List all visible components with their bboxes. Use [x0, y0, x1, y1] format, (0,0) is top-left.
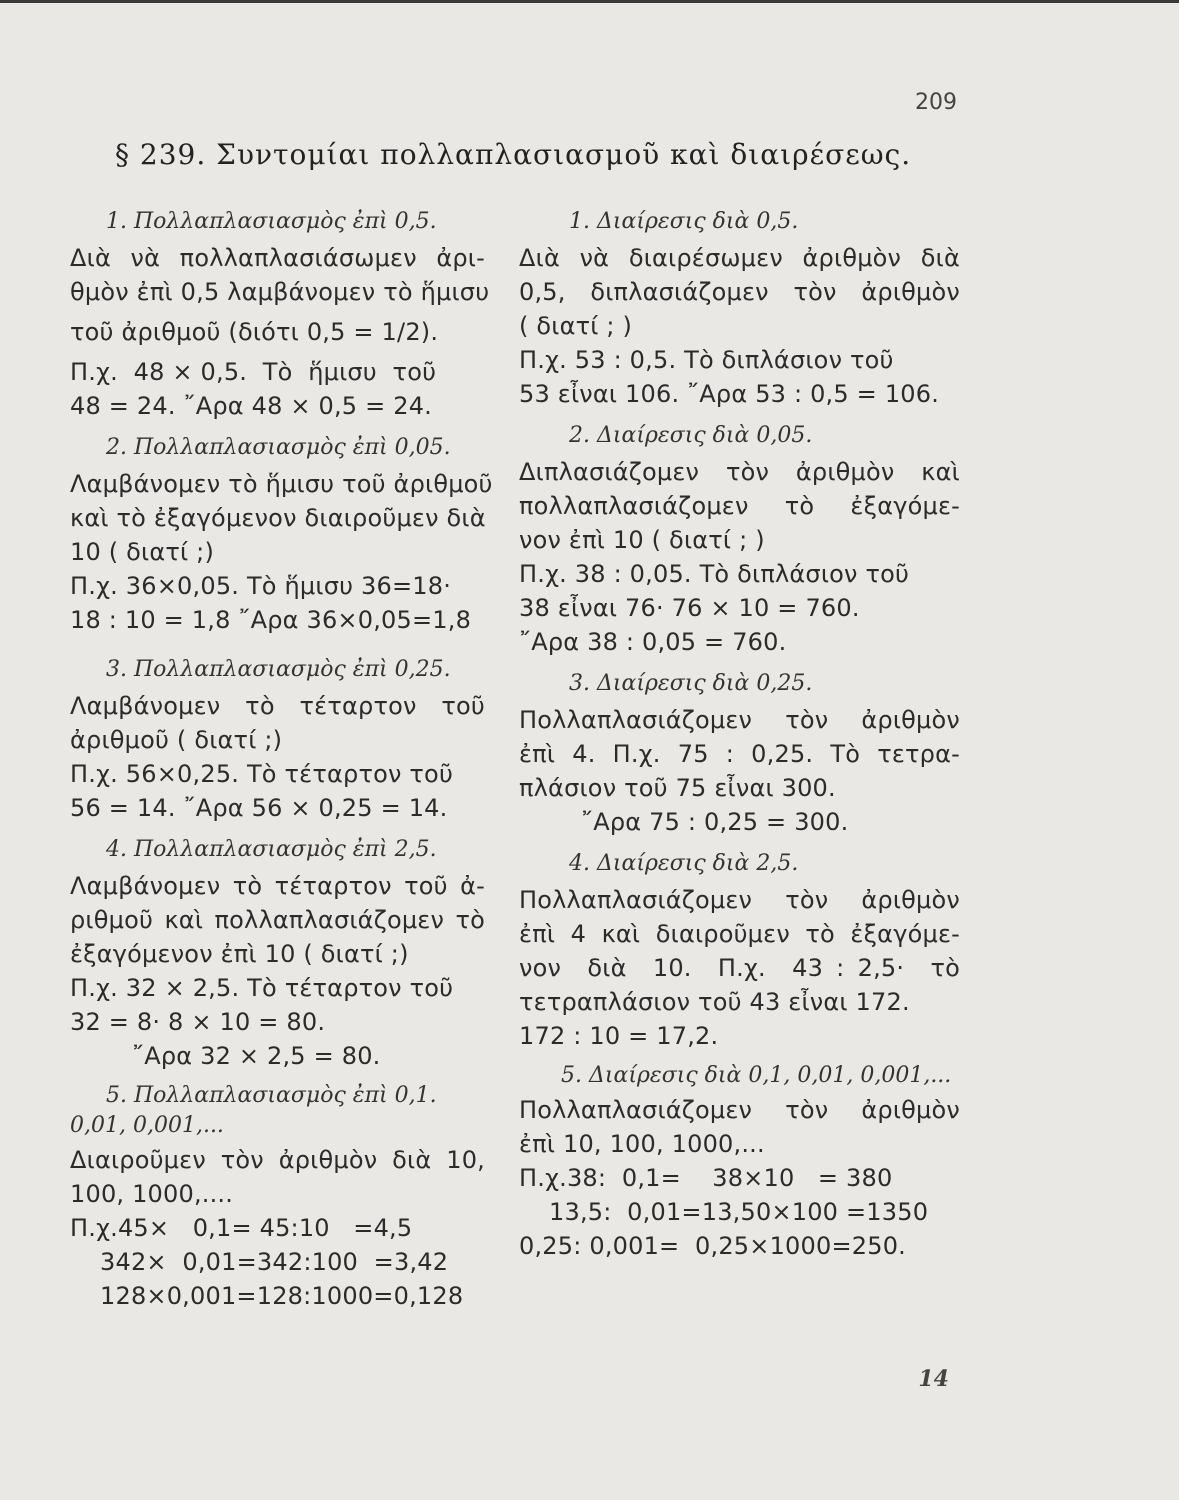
text-line: ῎Αρα 75 : 0,25 = 300.: [581, 808, 849, 836]
text-line: Π.χ. 56×0,25. Τὸ τέταρτον τοῦ: [70, 760, 454, 788]
section-heading: 2. Πολλαπλασιασμὸς ἐπὶ 0,05.: [106, 435, 451, 460]
text-line: νον διὰ 10. Π.χ. 43 : 2,5· τὸ: [519, 954, 960, 982]
text-line: τετραπλάσιον τοῦ 43 εἶναι 172.: [519, 988, 910, 1016]
text-line: Λαμβάνομεν τὸ ἥμισυ τοῦ ἀριθμοῦ: [70, 470, 493, 498]
text-line: 0,25: 0,001= 0,25×1000=250.: [519, 1232, 906, 1260]
text-line: ἐπὶ 4 καὶ διαιροῦμεν τὸ ἐξαγόμε-: [519, 920, 960, 948]
section-heading: 2. Διαίρεσις διὰ 0,05.: [569, 423, 813, 448]
text-line: πολλαπλασιάζομεν τὸ ἐξαγόμε-: [519, 492, 960, 520]
section-heading: 3. Διαίρεσις διὰ 0,25.: [569, 671, 813, 696]
text-line: Π.χ.45× 0,1= 45:10 =4,5: [70, 1214, 413, 1242]
text-line: 13,5: 0,01=13,50×100 =1350: [549, 1198, 929, 1226]
text-line: 342× 0,01=342:100 =3,42: [100, 1248, 449, 1276]
signature-mark: 14: [918, 1366, 949, 1392]
left-section-5: [70, 1081, 485, 1313]
text-line: Διὰ νὰ διαιρέσωμεν ἀριθμὸν διὰ: [519, 244, 960, 272]
text-line: πλάσιον τοῦ 75 εἶναι 300.: [519, 774, 836, 802]
section-heading: 4. Διαίρεσις διὰ 2,5.: [569, 851, 799, 876]
text-line: Πολλαπλασιάζομεν τὸν ἀριθμὸν: [519, 706, 960, 734]
text-line: νον ἐπὶ 10 ( διατί ; ): [519, 526, 765, 554]
text-line: ἐπὶ 4. Π.χ. 75 : 0,25. Τὸ τετρα-: [519, 740, 960, 768]
text-line: 56 = 14. ῎Αρα 56 × 0,25 = 14.: [70, 794, 448, 822]
section-title: § 239. Συντομίαι πολλαπλασιασμοῦ καὶ διαιρέσεως.: [115, 138, 912, 171]
section-heading: 1. Πολλαπλασιασμὸς ἐπὶ 0,5.: [106, 209, 437, 234]
section-heading: 4. Πολλαπλασιασμὸς ἐπὶ 2,5.: [106, 837, 437, 862]
section-heading: 1. Διαίρεσις διὰ 0,5.: [569, 209, 799, 234]
text-line: 172 : 10 = 17,2.: [519, 1022, 719, 1050]
left-section-4: [70, 833, 485, 1073]
text-line: ριθμοῦ καὶ πολλαπλασιάζομεν τὸ: [70, 906, 485, 934]
text-line: ῎Αρα 32 × 2,5 = 80.: [132, 1042, 381, 1070]
section-heading: 5. Πολλαπλασιασμὸς ἐπὶ 0,1. 0,01, 0,001,...: [70, 1083, 437, 1138]
text-line: 53 εἶναι 106. ῎Αρα 53 : 0,5 = 106.: [519, 380, 940, 408]
page-number: 209: [915, 90, 957, 115]
text-line: Πολλαπλασιάζομεν τὸν ἀριθμὸν: [519, 1096, 960, 1124]
right-column: [519, 205, 960, 1271]
text-line: Π.χ. 53 : 0,5. Τὸ διπλάσιον τοῦ: [519, 346, 894, 374]
text-line: Π.χ. 32 × 2,5. Τὸ τέταρτον τοῦ: [70, 974, 454, 1002]
text-line: 18 : 10 = 1,8 ῎Αρα 36×0,05=1,8: [70, 606, 472, 634]
text-line: Πολλαπλασιάζομεν τὸν ἀριθμὸν: [519, 886, 960, 914]
right-section-3: [519, 667, 960, 839]
text-line: 38 εἶναι 76· 76 × 10 = 760.: [519, 594, 860, 622]
text-line: ἀριθμοῦ ( διατί ;): [70, 726, 283, 754]
right-section-4: [519, 847, 960, 1053]
text-line: Διαιροῦμεν τὸν ἀριθμὸν διὰ 10,: [70, 1146, 485, 1174]
right-section-1: [519, 205, 960, 411]
text-line: καὶ τὸ ἐξαγόμενον διαιροῦμεν διὰ: [70, 504, 486, 532]
left-column: [70, 205, 493, 1321]
text-line: 100, 1000,....: [70, 1180, 234, 1208]
text-line: ἐπὶ 10, 100, 1000,...: [519, 1130, 765, 1158]
text-line: ( διατί ; ): [519, 312, 633, 340]
text-line: 128×0,001=128:1000=0,128: [100, 1282, 464, 1310]
page-top-border: [0, 0, 1179, 3]
text-line: Π.χ. 48 × 0,5. Τὸ ἥμισυ τοῦ: [70, 358, 437, 386]
text-line: τοῦ ἀριθμοῦ (διότι 0,5 = 1/2).: [70, 318, 439, 346]
right-section-5: [519, 1061, 960, 1263]
text-line: Π.χ. 36×0,05. Τὸ ἥμισυ 36=18·: [70, 572, 452, 600]
left-section-2: [70, 431, 493, 637]
text-line: Διὰ νὰ πολλαπλασιάσωμεν ἀρι-: [70, 244, 485, 272]
section-heading: 3. Πολλαπλασιασμὸς ἐπὶ 0,25.: [106, 657, 451, 682]
right-section-2: [519, 419, 960, 659]
text-line: ἐξαγόμενον ἐπὶ 10 ( διατί ;): [70, 940, 409, 968]
text-line: Διπλασιάζομεν τὸν ἀριθμὸν καὶ: [519, 458, 960, 486]
text-line: 10 ( διατί ;): [70, 538, 215, 566]
text-line: ῎Αρα 38 : 0,05 = 760.: [519, 628, 787, 656]
text-line: Π.χ.38: 0,1= 38×10 = 380: [519, 1164, 893, 1192]
text-line: Λαμβάνομεν τὸ τέταρτον τοῦ: [70, 692, 485, 720]
text-line: Π.χ. 38 : 0,05. Τὸ διπλάσιον τοῦ: [519, 560, 910, 588]
text-line: 48 = 24. ῎Αρα 48 × 0,5 = 24.: [70, 392, 433, 420]
left-section-1: [70, 205, 490, 423]
text-line: 0,5, διπλασιάζομεν τὸν ἀριθμὸν: [519, 278, 960, 306]
left-section-3: [70, 653, 485, 825]
section-heading: 5. Διαίρεσις διὰ 0,1, 0,01, 0,001,...: [561, 1063, 952, 1088]
text-line: Λαμβάνομεν τὸ τέταρτον τοῦ ἀ-: [70, 872, 485, 900]
text-line: 32 = 8· 8 × 10 = 80.: [70, 1008, 326, 1036]
text-line: θμὸν ἐπὶ 0,5 λαμβάνομεν τὸ ἥμισυ: [70, 278, 490, 306]
